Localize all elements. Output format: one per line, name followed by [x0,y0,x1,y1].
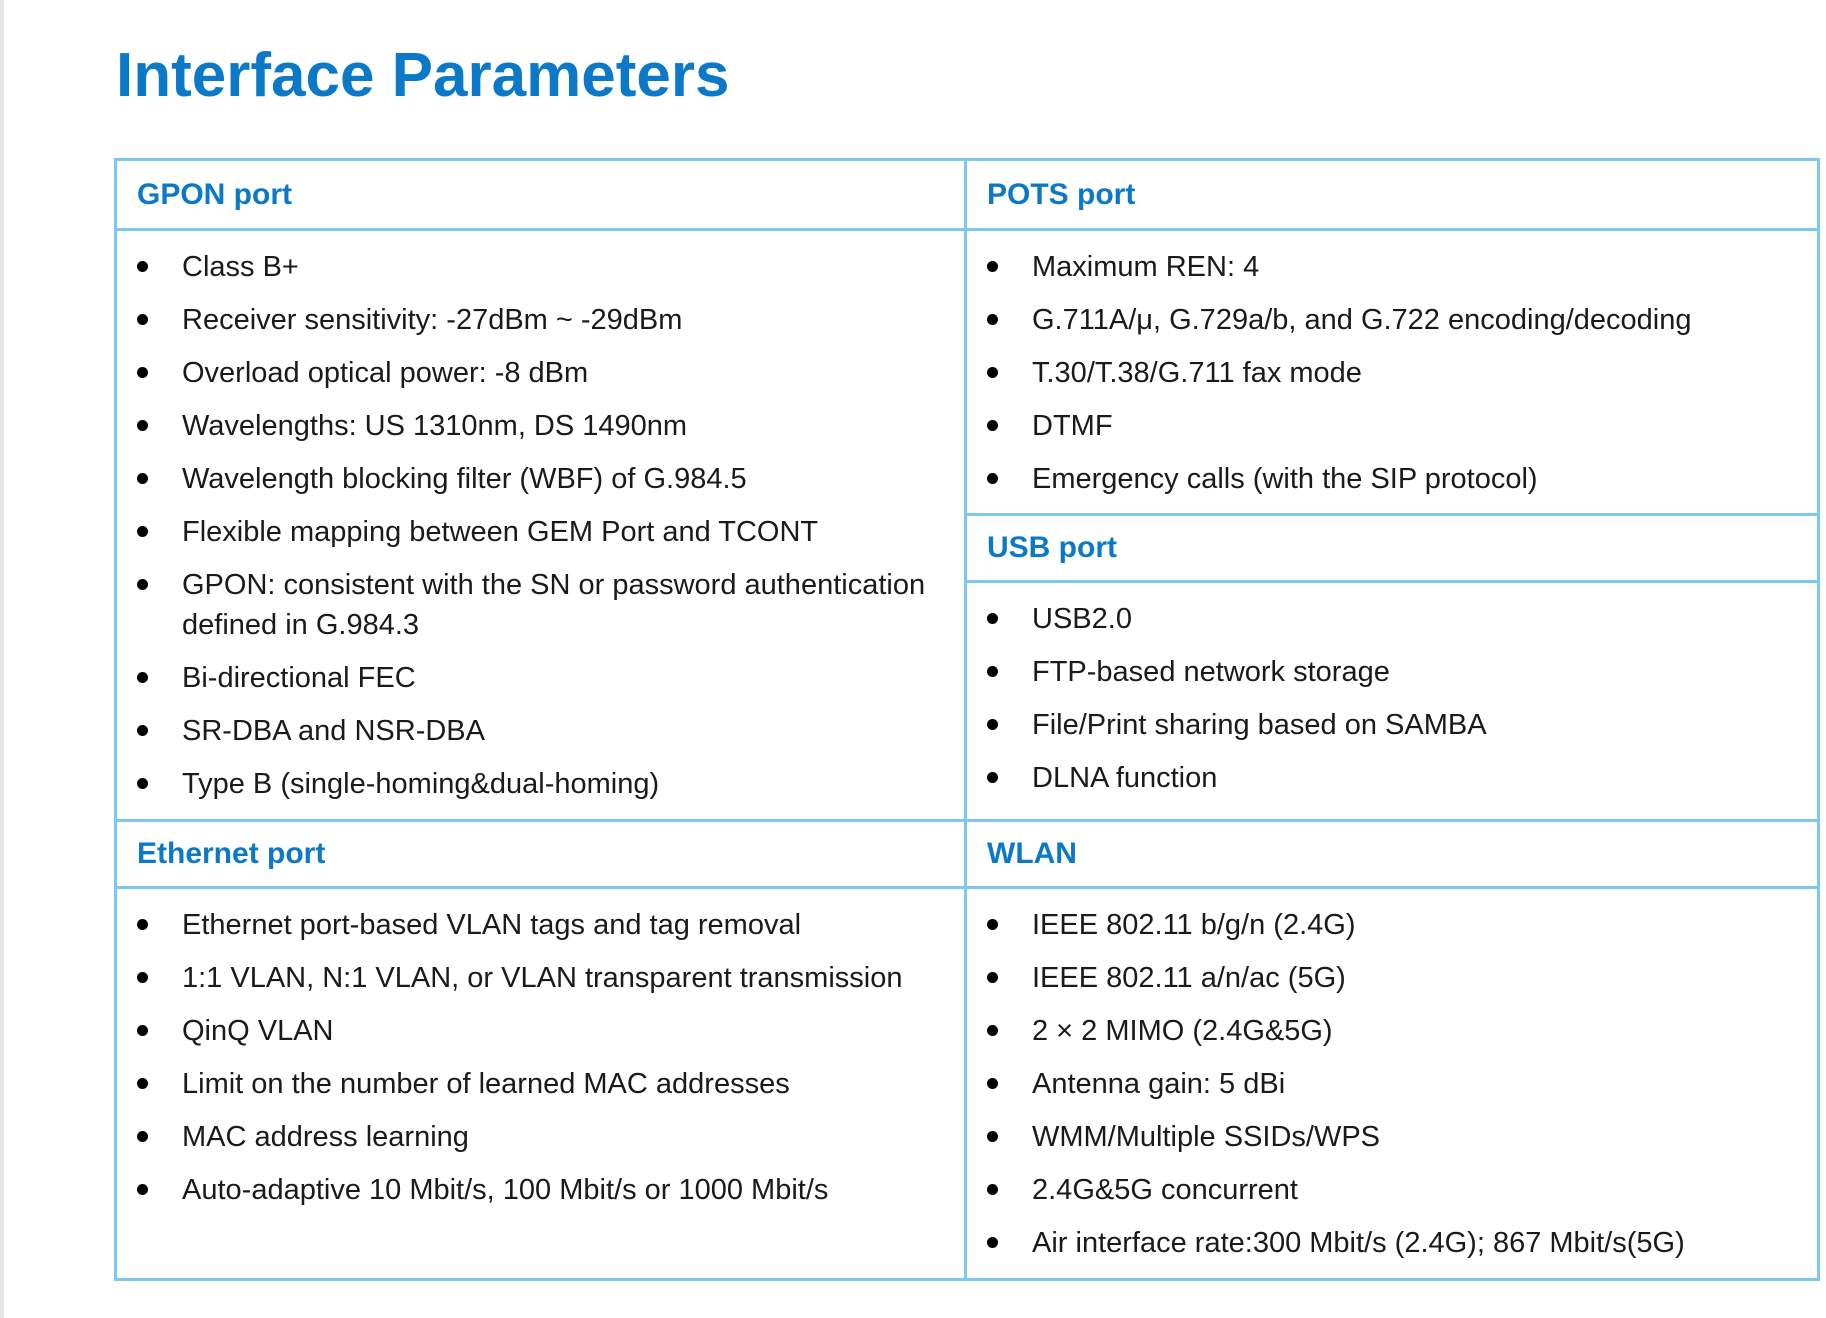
list-item-text: Ethernet port-based VLAN tags and tag removal [182,909,802,941]
list-item [967,1170,1817,1210]
list-item-text: 1:1 VLAN, N:1 VLAN, or VLAN transparent transmission [182,962,903,994]
list-item-text: Bi-directional FEC [182,662,416,694]
ethernet-port-header: Ethernet port [117,819,964,889]
bullet-icon [137,314,148,325]
list-item [967,599,1817,639]
list-item-text: Overload optical power: -8 dBm [182,357,589,389]
bullet-icon [987,1025,998,1036]
bullet-icon [987,420,998,431]
list-item [967,705,1817,745]
list-item [117,1011,964,1051]
usb-port-list [967,583,1817,819]
list-item-text: IEEE 802.11 b/g/n (2.4G) [1032,909,1356,941]
bullet-icon [987,919,998,930]
list-item [967,1011,1817,1051]
list-item-text: Limit on the number of learned MAC addresses [182,1068,790,1100]
list-item-text: DLNA function [1032,762,1218,794]
bullet-icon [137,1131,148,1142]
list-item-text: 2.4G&5G concurrent [1032,1174,1298,1206]
page-title: Interface Parameters [116,41,730,110]
ethernet-port-list [117,889,964,1231]
list-item [967,247,1817,287]
gpon-port-list [117,231,964,825]
bullet-icon [137,473,148,484]
bullet-icon [137,526,148,537]
list-item [117,658,964,698]
list-item-text: G.711A/μ, G.729a/b, and G.722 encoding/decoding [1032,304,1692,336]
list-item-text: FTP-based network storage [1032,656,1390,688]
list-item-text: IEEE 802.11 a/n/ac (5G) [1032,962,1346,994]
list-item [117,958,964,998]
bullet-icon [987,367,998,378]
list-item-text: 2 × 2 MIMO (2.4G&5G) [1032,1015,1333,1047]
list-item-text: SR-DBA and NSR-DBA [182,715,485,747]
list-item-text: QinQ VLAN [182,1015,334,1047]
list-item-text: Emergency calls (with the SIP protocol) [1032,463,1538,495]
bullet-icon [137,972,148,983]
list-item [117,459,964,499]
wlan-column [967,819,1817,1278]
list-item-text: Receiver sensitivity: -27dBm ~ -29dBm [182,304,683,336]
list-item [967,1117,1817,1157]
list-item [967,905,1817,945]
list-item-text: MAC address learning [182,1121,469,1153]
list-item [967,459,1817,499]
list-item [967,958,1817,998]
list-item [967,300,1817,340]
bullet-icon [137,579,148,590]
list-item-text: Type B (single-homing&dual-homing) [182,768,660,800]
bullet-icon [987,719,998,730]
list-item [117,1117,964,1157]
bullet-icon [987,473,998,484]
bullet-icon [137,1078,148,1089]
list-item [117,512,964,552]
usb-port-header: USB port [967,513,1817,583]
pots-port-header: POTS port [967,161,1817,231]
list-item [117,353,964,393]
wlan-list [967,889,1817,1284]
pots-usb-column [967,161,1817,819]
page-edge [0,0,4,1318]
list-item-text: DTMF [1032,410,1113,442]
ethernet-column [117,819,967,1278]
list-item-text: Wavelength blocking filter (WBF) of G.984.5 [182,463,747,495]
list-item [117,406,964,446]
bullet-icon [987,613,998,624]
list-item-text: File/Print sharing based on SAMBA [1032,709,1487,741]
list-item [117,565,964,645]
wlan-header: WLAN [967,819,1817,889]
pots-port-list [967,231,1817,520]
list-item [967,353,1817,393]
list-item [117,1170,964,1210]
list-item-text: T.30/T.38/G.711 fax mode [1032,357,1362,389]
list-item-text: Maximum REN: 4 [1032,251,1260,283]
list-item [117,247,964,287]
list-item [967,758,1817,798]
bullet-icon [987,1078,998,1089]
bullet-icon [987,314,998,325]
gpon-column [117,161,967,819]
list-item-text: Flexible mapping between GEM Port and TCONT [182,516,819,548]
list-item-text: Air interface rate:300 Mbit/s (2.4G); 867 Mbit/s(5G) [1032,1227,1685,1259]
list-item-text: Antenna gain: 5 dBi [1032,1068,1286,1100]
list-item [117,1064,964,1104]
list-item [117,764,964,804]
list-item-text: Wavelengths: US 1310nm, DS 1490nm [182,410,688,442]
table-row-top [117,161,1817,819]
list-item-text: GPON: consistent with the SN or password authentication defined in G.984.3 [182,569,926,641]
list-item [117,300,964,340]
list-item-text: WMM/Multiple SSIDs/WPS [1032,1121,1381,1153]
bullet-icon [987,972,998,983]
bullet-icon [987,772,998,783]
bullet-icon [987,1237,998,1248]
bullet-icon [137,420,148,431]
bullet-icon [987,261,998,272]
list-item [967,652,1817,692]
bullet-icon [137,919,148,930]
bullet-icon [987,1184,998,1195]
list-item-text: Class B+ [182,251,299,283]
interface-parameters-table [114,158,1820,1281]
bullet-icon [137,725,148,736]
bullet-icon [137,672,148,683]
bullet-icon [137,778,148,789]
list-item [117,905,964,945]
bullet-icon [137,261,148,272]
list-item-text: USB2.0 [1032,603,1132,635]
bullet-icon [137,367,148,378]
bullet-icon [137,1184,148,1195]
list-item [967,1064,1817,1104]
gpon-port-header: GPON port [117,161,964,231]
table-row-bottom [117,819,1817,1278]
list-item-text: Auto-adaptive 10 Mbit/s, 100 Mbit/s or 1000 Mbit/s [182,1174,829,1206]
list-item [117,711,964,751]
bullet-icon [987,1131,998,1142]
list-item [967,406,1817,446]
bullet-icon [987,666,998,677]
list-item [967,1223,1817,1263]
bullet-icon [137,1025,148,1036]
